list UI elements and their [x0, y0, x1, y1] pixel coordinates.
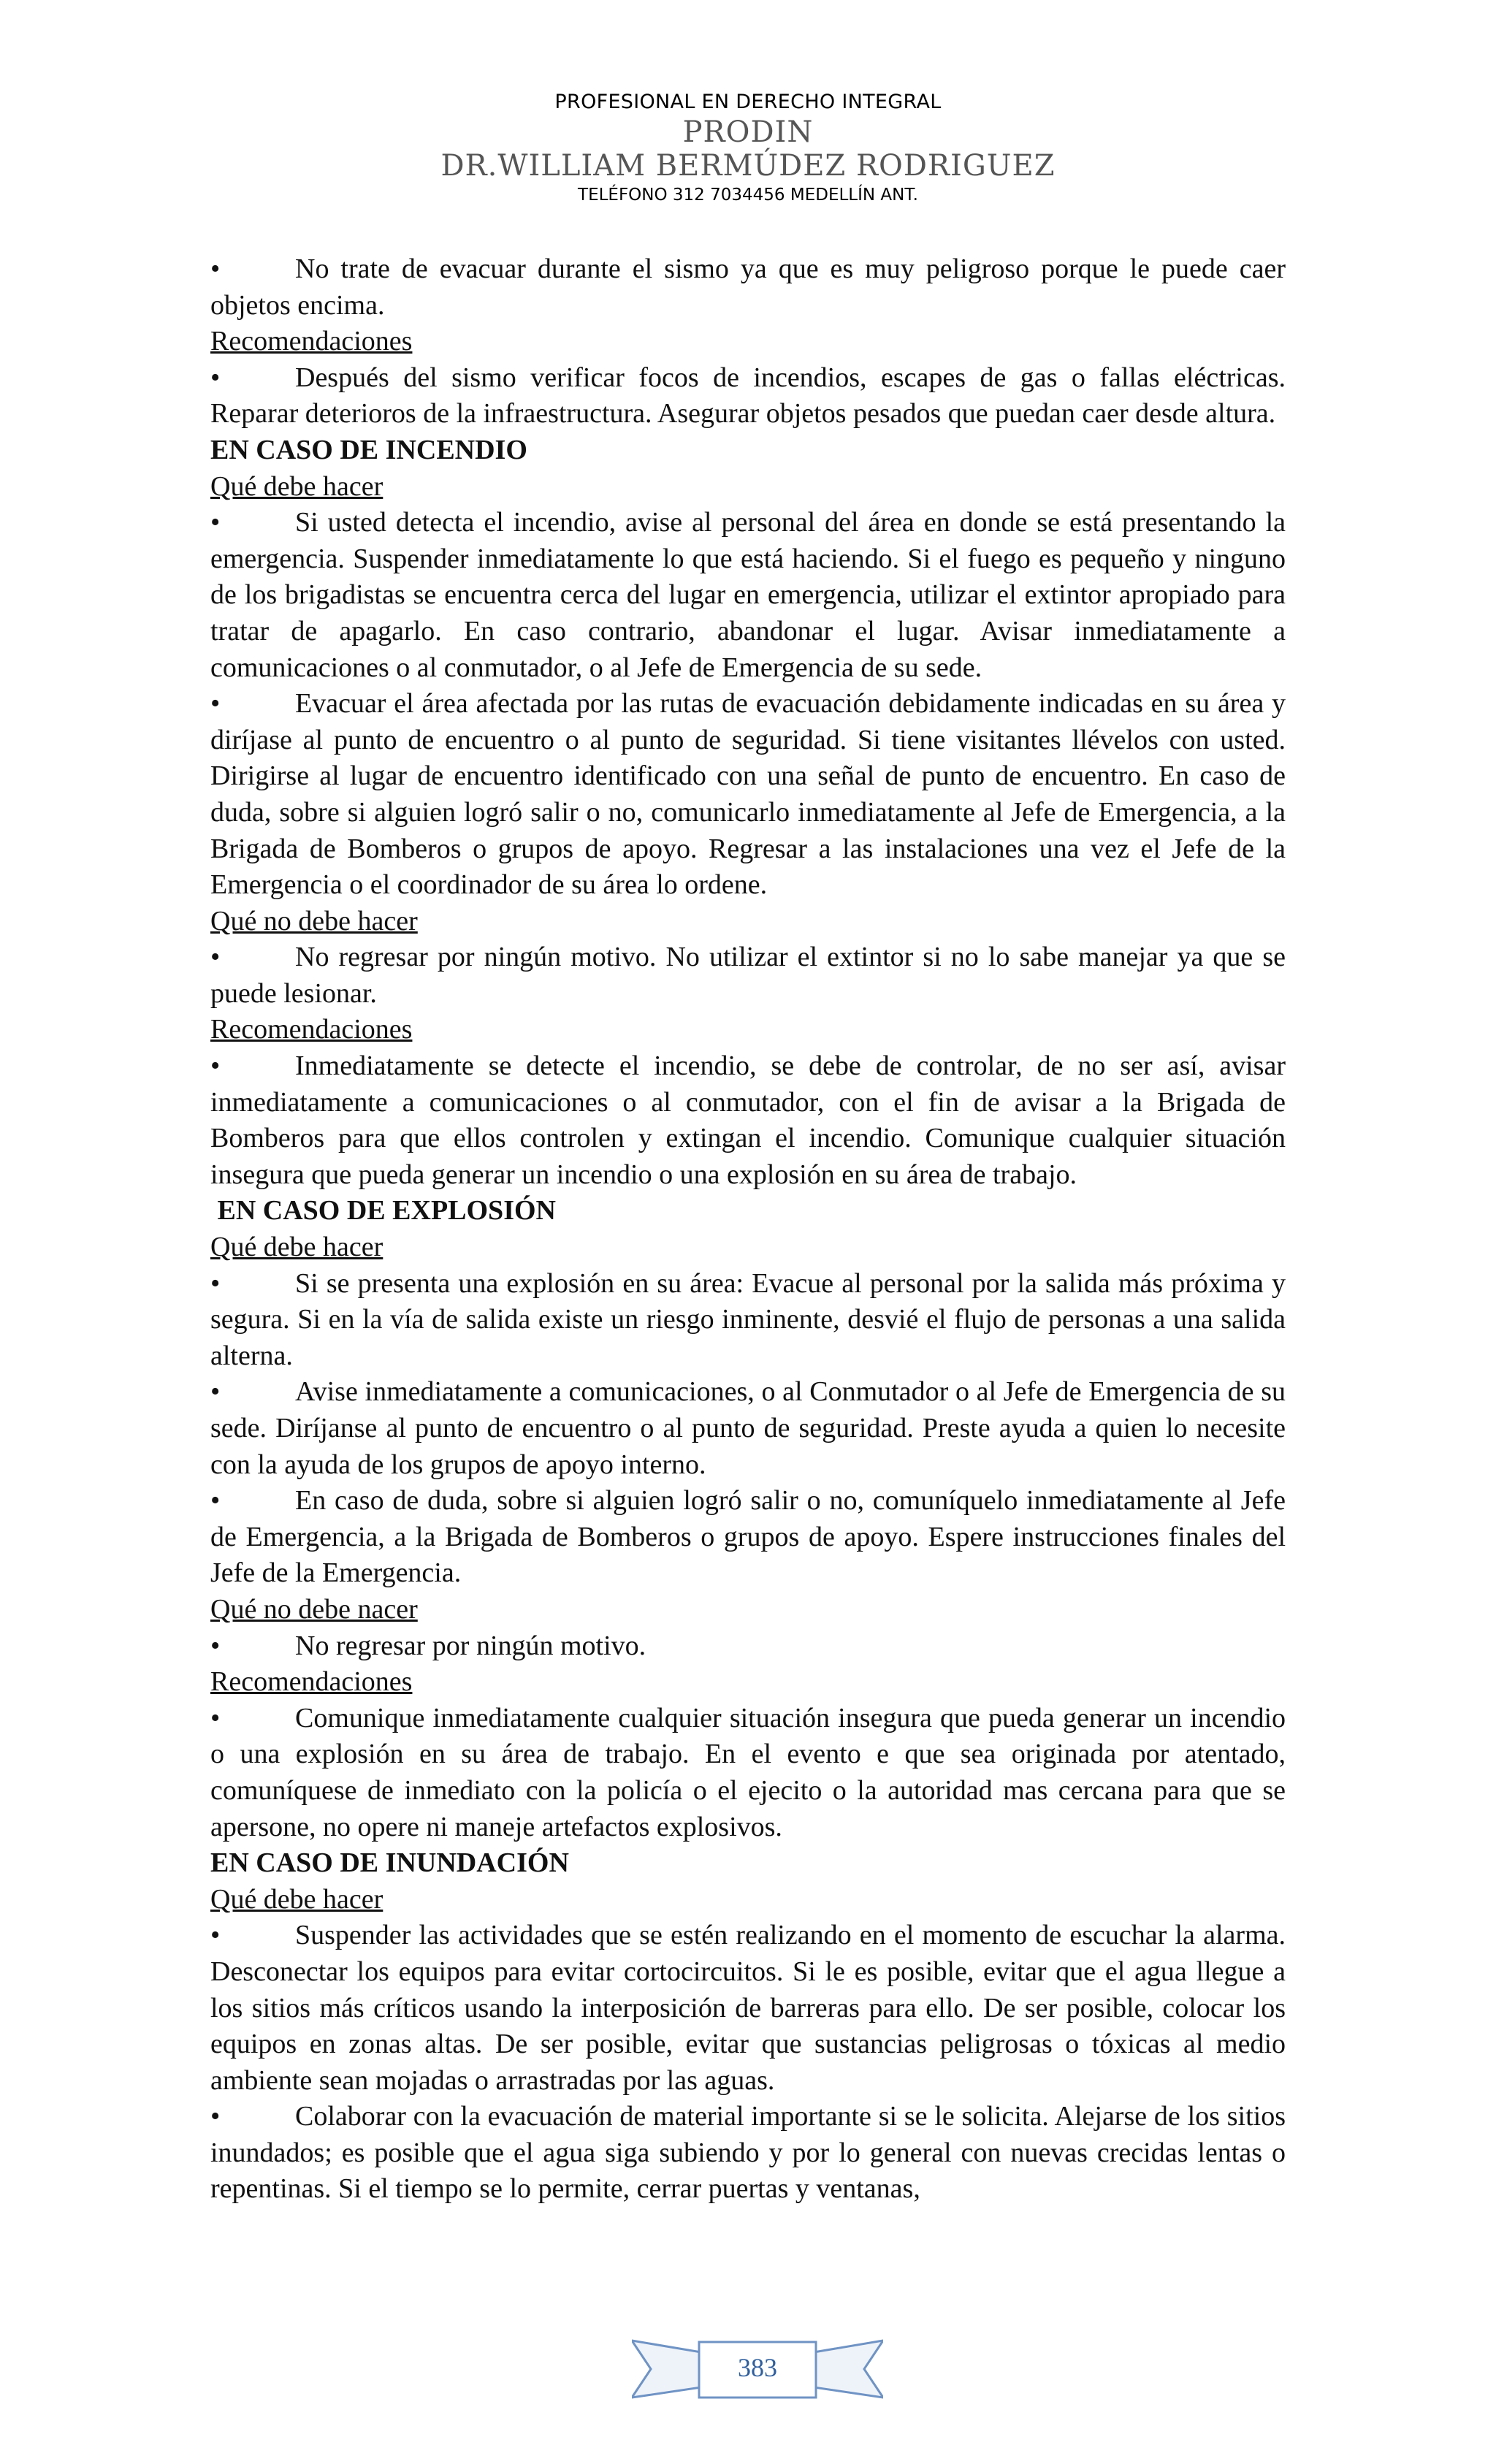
bullet-icon: • [210, 253, 221, 284]
bullet-icon: • [210, 688, 221, 720]
bullet-text: No trate de evacuar durante el sismo ya que es muy peligroso porque le puede caer objetos encima. [210, 253, 1286, 321]
bullet-text: Después del sismo verificar focos de incendios, escapes de gas o fallas eléctricas. Reparar deterioros de la infraestructura. Asegurar objetos pesados que puedan caer desde altura. [210, 362, 1286, 430]
header-author: DR.WILLIAM BERMÚDEZ RODRIGUEZ [440, 149, 1056, 183]
bullet-icon: • [210, 1630, 221, 1661]
bullet-paragraph [210, 360, 1286, 432]
bullet-icon: • [210, 362, 221, 393]
bullet-text: Comunique inmediatamente cualquier situación insegura que pueda generar un incendio o una explosión en su área de trabajo. En el evento e que sea originada por atentado, comuníquese de inmediato con la policía o el ejecito o la autoridad mas cercana para que se apersone, no opere ni maneje artefactos explosivos. [210, 1702, 1286, 1842]
subsection-label: Qué no debe nacer [210, 1593, 418, 1625]
bullet-paragraph [210, 1918, 1286, 2099]
subsection-label: Recomendaciones [210, 326, 413, 357]
bullet-icon: • [210, 2101, 221, 2132]
page-number: 383 [738, 2353, 777, 2382]
bullet-paragraph [210, 2099, 1286, 2208]
subsection-label: Qué no debe hacer [210, 905, 418, 937]
subsection-label: Recomendaciones [210, 1666, 413, 1698]
section-heading: EN CASO DE EXPLOSIÓN [210, 1195, 556, 1227]
subsection-label: Qué debe hacer [210, 470, 383, 502]
subsection-label: Recomendaciones [210, 1014, 413, 1045]
header-acronym: PRODIN [682, 115, 814, 149]
bullet-icon: • [210, 1267, 221, 1299]
subsection-label: Qué debe hacer [210, 1883, 383, 1915]
bullet-text: Evacuar el área afectada por las rutas de evacuación debidamente indicadas en su área y diríjase al punto de encuentro o al punto de seguridad. Si tiene visitantes llévelos con usted. Dirigirse al lugar de encuentro identificado con una señal de punto de encuentro. En caso de duda, sobre si alguien logró salir o no, comunicarlo inmediatamente al Jefe de Emergencia, a la Brigada de Bomberos o grupos de apoyo. Regresar a las instalaciones una vez el Jefe de la Emergencia o el coordinador de su área lo ordene. [210, 688, 1286, 901]
subsection-label: Qué debe hacer [210, 1232, 383, 1263]
document-body [210, 251, 1286, 2208]
bullet-paragraph [210, 1628, 1286, 1665]
bullet-icon: • [210, 1920, 221, 1951]
page-footer [632, 2335, 883, 2405]
bullet-icon: • [210, 942, 221, 973]
bullet-paragraph [210, 1701, 1286, 1845]
page-header [0, 89, 1496, 207]
bullet-text: Si usted detecta el incendio, avise al personal del área en donde se está presentando la emergencia. Suspender inmediatamente lo que está haciendo. Si el fuego es pequeño y ninguno de los brigadistas se encuentra cerca del lugar en emergencia, utilizar el extintor apropiado para tratar de apagarlo. En caso contrario, abandonar el lugar. Avisar inmediatamente a comunicaciones o al conmutador, o al Jefe de Emergencia de su sede. [210, 507, 1286, 683]
bullet-icon: • [210, 507, 221, 538]
bullet-paragraph [210, 939, 1286, 1012]
bullet-paragraph [210, 1048, 1286, 1193]
section-heading: EN CASO DE INUNDACIÓN [210, 1847, 569, 1879]
bullet-icon: • [210, 1702, 221, 1733]
bullet-paragraph [210, 1483, 1286, 1592]
bullet-paragraph [210, 505, 1286, 686]
bullet-text: Colaborar con la evacuación de material importante si se le solicita. Alejarse de los sitios inundados; es posible que el agua siga subiendo y por lo general con nuevas crecidas lentas o repentinas. Si el tiempo se lo permite, cerrar puertas y ventanas, [210, 2101, 1286, 2205]
bullet-text: Suspender las actividades que se estén realizando en el momento de escuchar la alarma. Desconectar los equipos para evitar cortocircuitos. Si le es posible, evitar que el agua llegue a los sitios más críticos usando la interposición de barreras para ello. De ser posible, colocar los equipos en zonas altas. De ser posible, evitar que sustancias peligrosas o tóxicas al medio ambiente sean mojadas o arrastradas por las aguas. [210, 1920, 1286, 2096]
bullet-paragraph [210, 686, 1286, 904]
bullet-text: No regresar por ningún motivo. No utilizar el extintor si no lo sabe manejar ya que se puede lesionar. [210, 942, 1286, 1009]
bullet-paragraph [210, 251, 1286, 324]
bullet-text: Avise inmediatamente a comunicaciones, o al Conmutador o al Jefe de Emergencia de su sede. Diríjanse al punto de encuentro o al punto de seguridad. Preste ayuda a quien lo necesite con la ayuda de los grupos de apoyo interno. [210, 1376, 1286, 1480]
section-heading: EN CASO DE INCENDIO [210, 434, 527, 465]
bullet-text: Inmediatamente se detecte el incendio, se debe de controlar, de no ser así, avisar inmediatamente a comunicaciones o al conmutador, con el fin de avisar a la Brigada de Bomberos para que ellos controlen y extingan el incendio. Comunique cualquier situación insegura que pueda generar un incendio o una explosión en su área de trabajo. [210, 1050, 1286, 1190]
header-organization: PROFESIONAL EN DERECHO INTEGRAL [554, 91, 942, 113]
bullet-text: No regresar por ningún motivo. [295, 1630, 646, 1661]
bullet-text: Si se presenta una explosión en su área: Evacue al personal por la salida más próxima y segura. Si en la vía de salida existe un riesgo inminente, desvié el flujo de personas a una salida alterna. [210, 1267, 1286, 1371]
bullet-paragraph [210, 1266, 1286, 1375]
bullet-icon: • [210, 1485, 221, 1517]
bullet-paragraph [210, 1374, 1286, 1483]
bullet-text: En caso de duda, sobre si alguien logró salir o no, comuníquelo inmediatamente al Jefe de Emergencia, a la Brigada de Bomberos o grupos de apoyo. Espere instrucciones finales del Jefe de la Emergencia. [210, 1485, 1286, 1589]
bullet-icon: • [210, 1376, 221, 1408]
header-phone: TELÉFONO 312 7034456 MEDELLÍN ANT. [578, 186, 918, 205]
bullet-icon: • [210, 1050, 221, 1082]
